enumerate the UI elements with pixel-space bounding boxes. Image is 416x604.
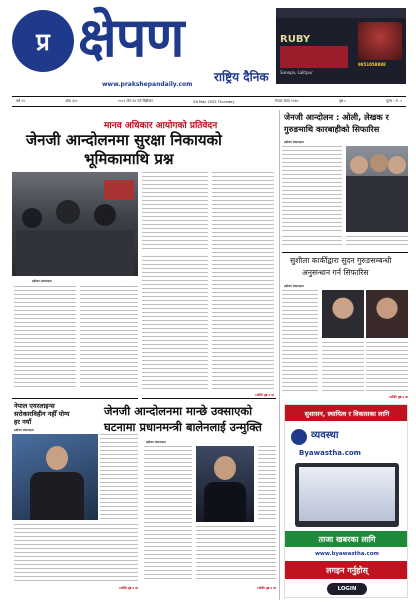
left-story-side-text xyxy=(100,434,138,520)
side-ad-device xyxy=(295,463,399,527)
lead-body-col4 xyxy=(212,172,274,392)
side-ad-url[interactable]: www.byawastha.com xyxy=(314,551,380,557)
side-ad-brand: व्यवस्था xyxy=(311,430,339,441)
lead-byline: प्रक्षेपण संवाददाता xyxy=(32,279,52,283)
side-ad-strip: ताजा खबरका लागि xyxy=(285,531,408,547)
lead-kicker: मानव अधिकार आयोगको प्रतिवेदन xyxy=(104,121,218,131)
lead-body-col1 xyxy=(14,286,76,388)
right-story-headline-line1[interactable]: जेनजी आन्दोलन : ओली, लेखक र xyxy=(284,112,389,122)
ad-phone: 9851058888 xyxy=(358,62,386,67)
masthead-website[interactable]: www.prakshepandaily.com xyxy=(102,81,193,88)
right-story-photo xyxy=(346,146,408,232)
dateline-bar xyxy=(12,96,406,107)
left-story-body xyxy=(14,524,138,584)
bottom-story-headline-line2[interactable]: घटनामा प्रधानमन्त्री बालेनलाई उन्मुक्ति xyxy=(104,420,262,434)
dateline-volume: वर्ष ११ xyxy=(16,99,25,103)
lead-body-col2 xyxy=(80,286,138,388)
masthead xyxy=(12,6,232,92)
dateline-price: मूल्य : रु. ५ xyxy=(386,99,402,103)
side-ad-banner: सुशासन, स्थायित्व र विकासका लागि xyxy=(285,405,408,421)
side-ad-logo-icon xyxy=(291,429,307,445)
left-story-headline-line1[interactable]: नेपाल एयरलाइन्स xyxy=(14,402,55,410)
lead-photo xyxy=(12,172,138,276)
lead-more-link[interactable]: »बाँकी पृष्ठ ४ मा xyxy=(254,393,274,397)
mid-right-photo-1 xyxy=(322,290,364,338)
ad-location: Sanepa, Lalitpur xyxy=(280,70,313,75)
side-ad-login-button[interactable]: LOGIN xyxy=(327,583,367,595)
side-ad-cta: लगइन गर्नुहोस् xyxy=(285,561,408,579)
ad-product-photo xyxy=(358,22,402,60)
left-story-photo xyxy=(12,434,98,520)
left-story-byline: प्रक्षेपण संवाददाता xyxy=(14,428,34,432)
dateline-issue: अंक ३२८ xyxy=(65,99,78,103)
mid-right-byline: प्रक्षेपण संवाददाता xyxy=(284,284,304,288)
logo-mark-icon xyxy=(12,10,74,72)
mid-right-body-col2 xyxy=(322,342,364,394)
mid-right-more-link[interactable]: »बाँकी पृष्ठ ४ मा xyxy=(388,395,408,399)
masthead-title: क्षेपण xyxy=(78,6,184,69)
lead-headline-line1[interactable]: जेनजी आन्दोलनमा सुरक्षा निकायको xyxy=(26,131,222,149)
mid-right-body-col1 xyxy=(282,290,318,394)
bottom-story-photo xyxy=(196,446,254,522)
right-story-body-col2 xyxy=(346,236,408,246)
mid-right-headline-line1[interactable]: सुशीला कार्कीद्वारा सुदन गुरुङसम्बन्धी xyxy=(290,256,392,265)
dateline-date-en: 28 May 2025 Thursday xyxy=(193,99,235,104)
bottom-story-divider xyxy=(142,398,276,399)
column-rule xyxy=(279,110,280,600)
lead-body-col5 xyxy=(142,172,208,252)
bottom-story-body-col3 xyxy=(258,446,276,522)
dateline-date-np: २०८२ जेठ १४ गते बिहीबार xyxy=(117,99,153,103)
left-story-headline-line2[interactable]: सरोकारविहीन नहीँ योग्य xyxy=(14,410,70,418)
left-story-headline-line3[interactable]: हर नयाँ xyxy=(14,418,32,426)
logo-glyph: प्र xyxy=(36,27,50,56)
bottom-story-more-link[interactable]: »बाँकी पृष्ठ ४ मा xyxy=(256,586,276,590)
mid-right-photo-2 xyxy=(366,290,408,338)
lead-headline-line2[interactable]: भूमिकामाथि प्रश्न xyxy=(84,150,174,168)
bottom-story-body-col1 xyxy=(144,446,192,582)
dateline-nepal-sambat: नेपाल संवत ११४५ xyxy=(274,99,299,103)
left-story-divider xyxy=(12,398,138,399)
ad-brand: RUBY xyxy=(280,34,311,45)
dateline-pages: पृष्ठ ८ xyxy=(338,99,346,103)
mid-right-headline-line2[interactable]: अनुसन्धान गर्न सिफारिस xyxy=(302,268,369,277)
mid-right-body-col3 xyxy=(366,342,408,394)
right-story-body-col3 xyxy=(282,236,342,246)
mid-right-divider xyxy=(282,252,408,253)
right-story-byline: प्रक्षेपण संवाददाता xyxy=(284,140,304,144)
top-ad[interactable] xyxy=(276,8,406,84)
lead-body-col3 xyxy=(142,256,208,392)
bottom-story-headline-line1[interactable]: जेनजी आन्दोलनमा मान्छे उक्साएको xyxy=(104,404,253,418)
side-ad[interactable] xyxy=(284,404,408,598)
side-ad-brand-latin: Byawastha.com xyxy=(299,449,361,457)
bottom-story-byline: प्रक्षेपण संवाददाता xyxy=(146,440,166,444)
right-story-body-col1 xyxy=(282,146,342,232)
left-story-more-link[interactable]: »बाँकी पृष्ठ ४ मा xyxy=(118,586,138,590)
right-story-headline-line2[interactable]: गुरुङमाथि कारबाहीको सिफारिस xyxy=(284,124,380,134)
bottom-story-body-col2 xyxy=(196,526,276,582)
masthead-subtitle: राष्ट्रिय दैनिक xyxy=(214,70,269,84)
